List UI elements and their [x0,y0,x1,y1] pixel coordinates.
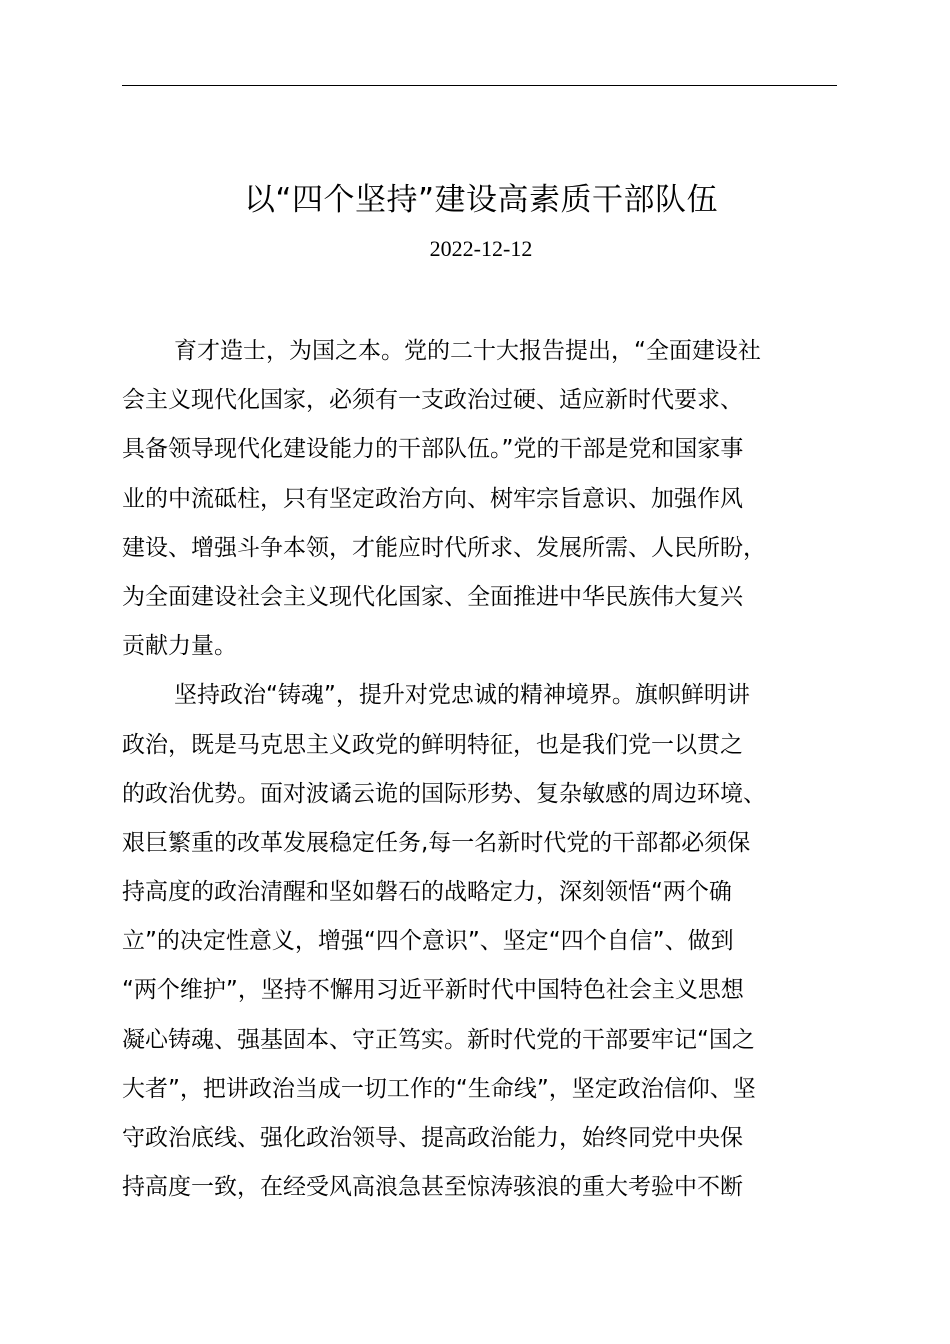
document-date: 2022-12-12 [429,236,533,261]
paragraph-line: 坚持政治“铸魂”，提升对党忠诚的精神境界。旗帜鲜明讲 [174,682,750,709]
paragraph-line: 凝心铸魂、强基固本、守正笃实。新时代党的干部要牢记“国之 [122,1026,755,1053]
header-rule [122,85,837,86]
paragraph-line: 艰巨繁重的改革发展稳定任务,每一名新时代党的干部都必须保 [122,829,751,856]
paragraph-line: 为全面建设社会主义现代化国家、全面推进中华民族伟大复兴 [122,583,743,610]
paragraph-intro [122,327,838,671]
paragraph-line: 守政治底线、强化政治领导、提高政治能力，始终同党中央保 [122,1125,743,1151]
document-body [122,327,838,1212]
paragraph-line: 持高度的政治清醒和坚如磐石的战略定力，深刻领悟“两个确 [122,879,732,906]
paragraph-line: 大者”，把讲政治当成一切工作的“生命线”，坚定政治信仰、坚 [122,1075,756,1102]
paragraph-political-soul [122,671,838,1212]
document-title: 以“四个坚持”建设高素质干部队伍 [243,182,719,218]
paragraph-line: 立”的决定性意义，增强“四个意识”、坚定“四个自信”、做到 [122,928,734,955]
paragraph-line: 建设、增强斗争本领，才能应时代所求、发展所需、人民所盼， [122,534,766,561]
paragraph-line: 政治，既是马克思主义政党的鲜明特征，也是我们党一以贯之 [122,731,743,758]
paragraph-line: 的政治优势。面对波谲云诡的国际形势、复杂敏感的周边环境、 [122,780,766,807]
paragraph-line: 会主义现代化国家，必须有一支政治过硬、适应新时代要求、 [122,387,743,414]
paragraph-line: 业的中流砥柱，只有坚定政治方向、树牢宗旨意识、加强作风 [122,485,743,512]
paragraph-line: 育才造士，为国之本。党的二十大报告提出，“全面建设社 [174,338,761,364]
paragraph-line: 具备领导现代化建设能力的干部队伍。”党的干部是党和国家事 [122,436,744,463]
paragraph-line: 持高度一致，在经受风高浪急甚至惊涛骇浪的重大考验中不断 [122,1174,743,1201]
paragraph-line: 贡献力量。 [122,633,237,660]
paragraph-line: “两个维护”，坚持不懈用习近平新时代中国特色社会主义思想 [122,977,744,1004]
